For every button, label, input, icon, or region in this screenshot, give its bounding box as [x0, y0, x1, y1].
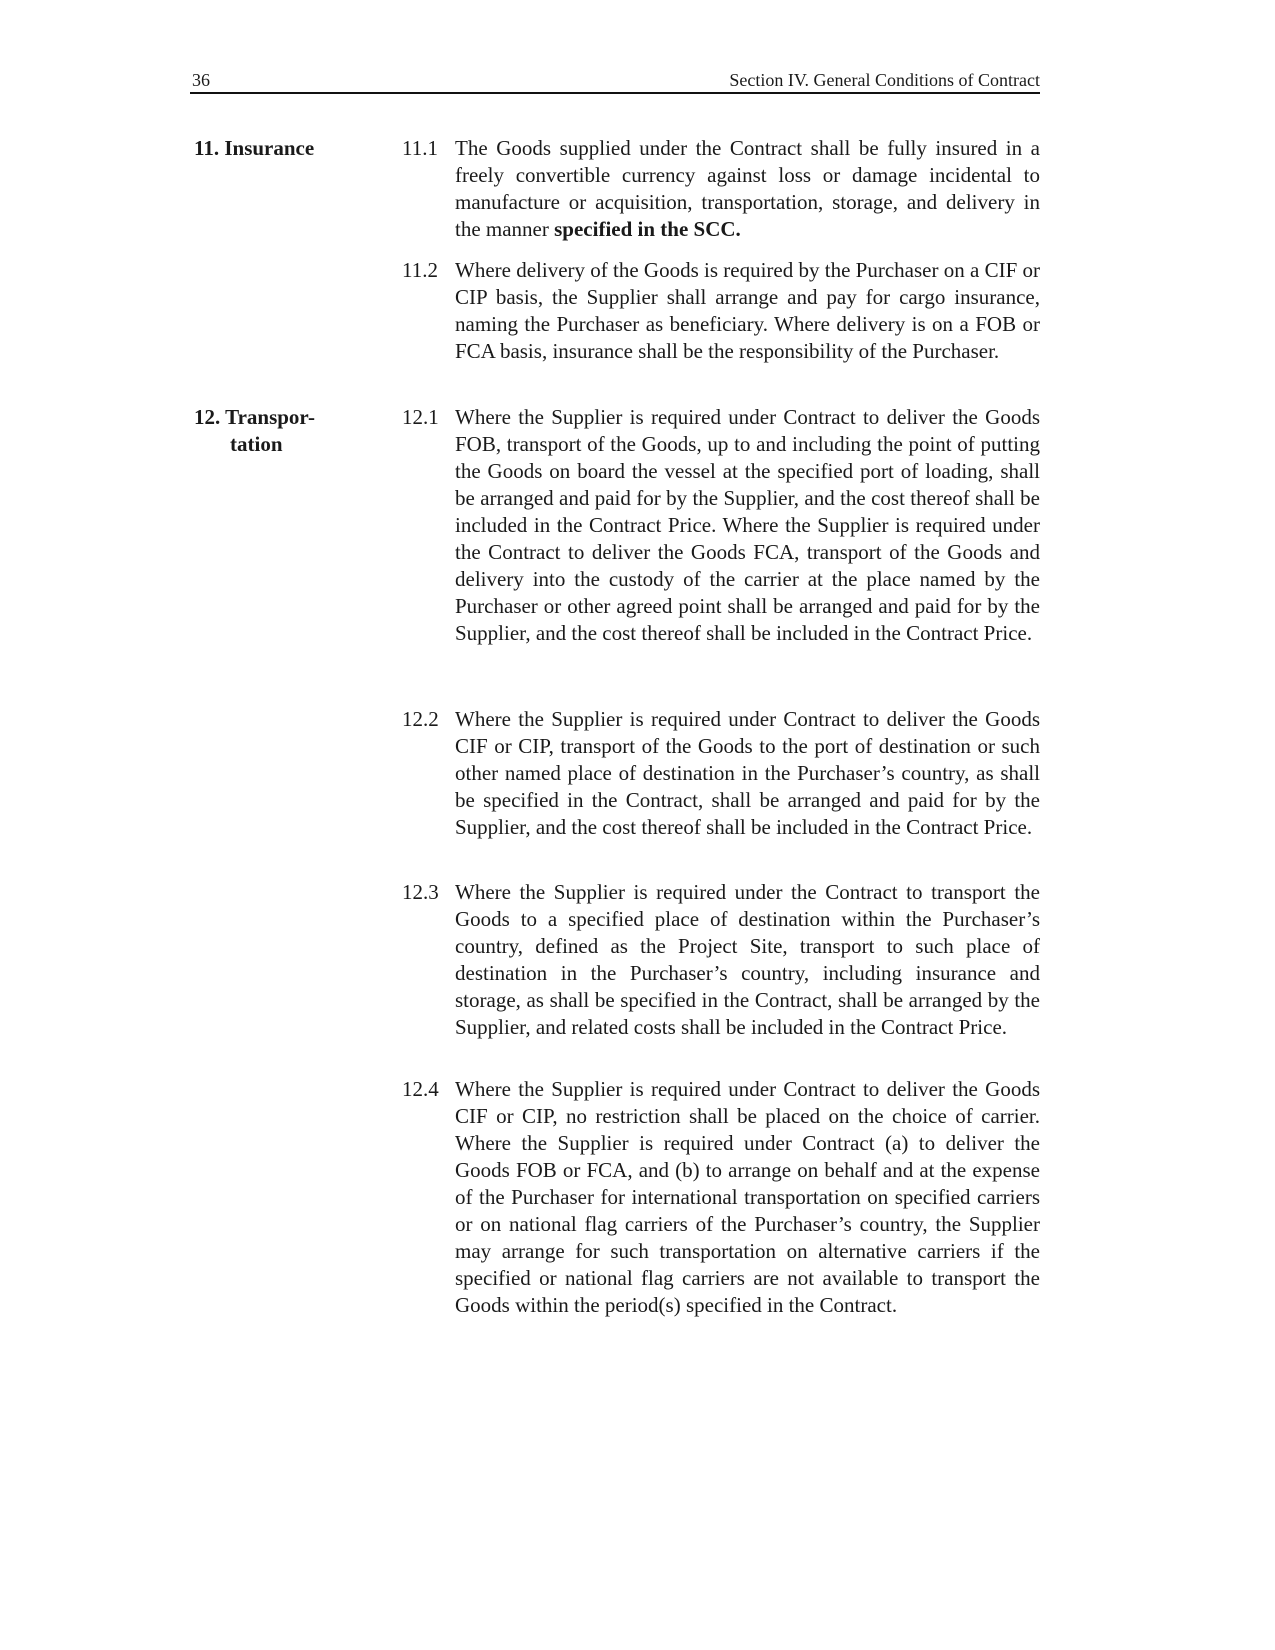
clause-emphasis: specified in the SCC.: [554, 217, 741, 241]
section-heading-line2: tation: [230, 432, 283, 456]
clause-text: Where the Supplier is required under Contract to deliver the Goods CIF or CIP, no restriction shall be placed on the choice of carrier. Where the Supplier is required under Contract (a) to deliver the Goods FOB or FCA, and (b) to arrange on behalf and at the expense of the Purchaser for international transportation on specified carriers or on national flag carriers of the Purchaser’s country, the Supplier may arrange for such transportation on alternative carriers if the specified or national flag carriers are not available to transport the Goods within the period(s) specified in the Contract.: [455, 1077, 1040, 1317]
clause-number: 12.1: [402, 405, 439, 429]
clause-12-2: [402, 706, 1040, 841]
clause-number: 12.3: [402, 880, 439, 904]
clause-12-3: [402, 879, 1040, 1041]
clause-11-1: [402, 135, 1040, 243]
clause-number: 12.4: [402, 1077, 439, 1101]
clause-text: [455, 135, 1040, 243]
page-header: [190, 70, 1040, 94]
clause-11-2: [402, 257, 1040, 365]
clause-12-1: [402, 404, 1040, 647]
clause-12-4: [402, 1076, 1040, 1319]
clause-text: Where delivery of the Goods is required by the Purchaser on a CIF or CIP basis, the Supplier shall arrange and pay for cargo insurance, naming the Purchaser as beneficiary. Where delivery is on a FOB or FCA basis, insurance shall be the responsibility of the Purchaser.: [455, 258, 1040, 363]
section-heading: 11. Insurance: [194, 136, 315, 160]
clause-body: The Goods supplied under the Contract shall be fully insured in a freely convertible currency against loss or damage incidental to manufacture or acquisition, transportation, storage, and delivery in the manner: [455, 136, 1040, 241]
section-title: Section IV. General Conditions of Contract: [729, 70, 1040, 90]
section-heading: [194, 404, 374, 458]
clause-number: 12.2: [402, 707, 439, 731]
section-heading-line1: 12. Transpor-: [194, 405, 315, 429]
clause-number: 11.2: [402, 258, 438, 282]
clause-number: 11.1: [402, 136, 438, 160]
page-number: 36: [192, 70, 210, 90]
clause-text: Where the Supplier is required under the Contract to transport the Goods to a specified place of destination within the Purchaser’s country, defined as the Project Site, transport to such place of destination in the Purchaser’s country, including insurance and storage, as shall be specified in the Contract, shall be arranged by the Supplier, and related costs shall be included in the Contract Price.: [455, 880, 1040, 1039]
clause-text: Where the Supplier is required under Contract to deliver the Goods CIF or CIP, transport of the Goods to the port of destination or such other named place of destination in the Purchaser’s country, as shall be specified in the Contract, shall be arranged and paid for by the Supplier, and the cost thereof shall be included in the Contract Price.: [455, 707, 1040, 839]
clause-text: Where the Supplier is required under Contract to deliver the Goods FOB, transport of the Goods, up to and including the point of putting the Goods on board the vessel at the specified port of loading, shall be arranged and paid for by the Supplier, and the cost thereof shall be included in the Contract Price. Where the Supplier is required under the Contract to deliver the Goods FCA, transport of the Goods and delivery into the custody of the carrier at the place named by the Purchaser or other agreed point shall be arranged and paid for by the Supplier, and the cost thereof shall be included in the Contract Price.: [455, 405, 1040, 645]
